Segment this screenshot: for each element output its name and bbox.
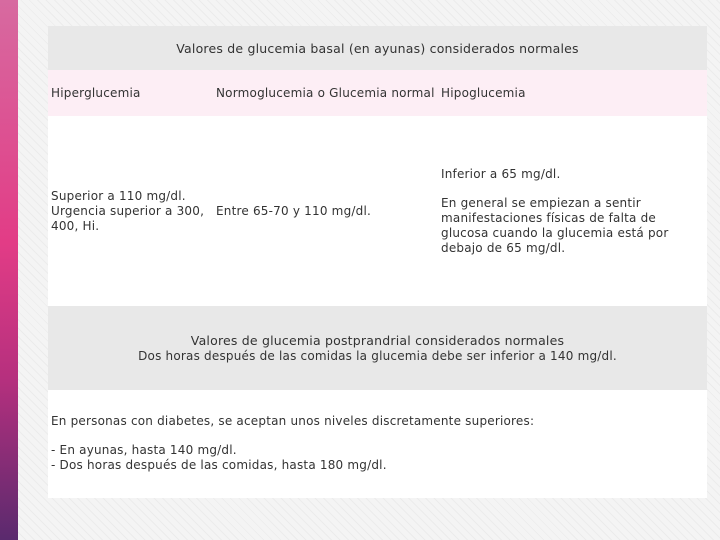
column-header-row	[48, 70, 707, 116]
header-hiperglucemia: Hiperglucemia	[51, 85, 141, 100]
postprandrial-subtitle: Dos horas después de las comidas la glucemia debe ser inferior a 140 mg/dl.	[138, 348, 617, 363]
postprandrial-title: Valores de glucemia postprandrial considerados normales	[190, 332, 565, 348]
hiperglucemia-value: Superior a 110 mg/dl. Urgencia superior a 300, 400, Hi.	[51, 188, 205, 233]
postprandrial-title-row	[48, 306, 707, 390]
header-hipoglucemia: Hipoglucemia	[441, 85, 526, 100]
header-normoglucemia: Normoglucemia o Glucemia normal	[216, 85, 435, 100]
basal-title-row	[48, 26, 707, 70]
hipoglucemia-value: Inferior a 65 mg/dl.	[441, 166, 561, 181]
hipoglucemia-note: En general se empiezan a sentir manifestaciones físicas de falta de glucosa cuando la glucemia está por debajo de 65 mg/dl.	[441, 195, 669, 255]
diabetes-item: - En ayunas, hasta 140 mg/dl.	[51, 443, 237, 457]
glucemia-table	[48, 26, 707, 498]
diabetes-item: - Dos horas después de las comidas, hasta 180 mg/dl.	[51, 458, 387, 472]
basal-values-row	[48, 116, 707, 306]
hipoglucemia-cell	[438, 167, 707, 256]
diabetes-note-row	[48, 390, 707, 498]
normoglucemia-value: Entre 65-70 y 110 mg/dl.	[216, 203, 371, 218]
diabetes-intro: En personas con diabetes, se aceptan unos niveles discretamente superiores:	[51, 414, 535, 428]
decorative-side-bar	[0, 0, 18, 540]
slide	[18, 0, 720, 540]
basal-title: Valores de glucemia basal (en ayunas) considerados normales	[176, 40, 579, 56]
